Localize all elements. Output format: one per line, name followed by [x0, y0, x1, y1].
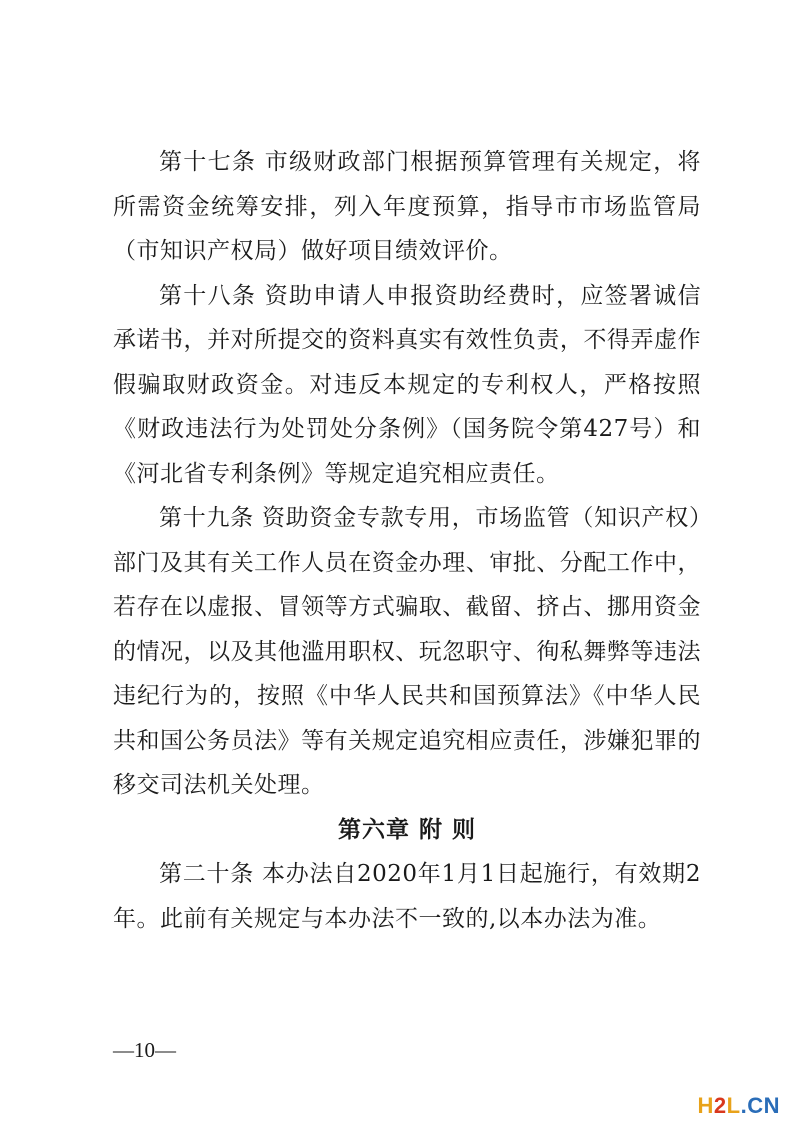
page-number: —10—	[113, 1038, 176, 1062]
article-20-paragraph: 第二十条 本办法自2020年1月1日起施行，有效期2年。此前有关规定与本办法不一致的,以本办法为准。	[113, 861, 701, 932]
document-body	[113, 140, 701, 941]
site-watermark	[698, 1093, 781, 1119]
chapter-title: 第六章 附 则	[337, 816, 476, 843]
watermark-digit-2: 2	[713, 1093, 727, 1118]
watermark-dot: .	[740, 1093, 748, 1118]
watermark-letter-h: H	[697, 1093, 714, 1118]
article-17-paragraph: 第十七条 市级财政部门根据预算管理有关规定，将所需资金统筹安排，列入年度预算，指导市市场监管局（市知识产权局）做好项目绩效评价。	[113, 149, 701, 264]
article-18-paragraph: 第十八条 资助申请人申报资助经费时，应签署诚信承诺书，并对所提交的资料真实有效性负责，不得弄虚作假骗取财政资金。对违反本规定的专利权人，严格按照《财政违法行为处罚处分条例》（国务院令第427号）和《河北省专利条例》等规定追究相应责任。	[113, 282, 701, 487]
watermark-cn: CN	[747, 1093, 780, 1118]
watermark-letter-l: L	[726, 1093, 741, 1118]
article-19-paragraph: 第十九条 资助资金专款专用，市场监管（知识产权）部门及其有关工作人员在资金办理、审批、分配工作中，若存在以虚报、冒领等方式骗取、截留、挤占、挪用资金的情况，以及其他滥用职权、玩忽职守、徇私舞弊等违法违纪行为的，按照《中华人民共和国预算法》《中华人民共和国公务员法》等有关规定追究相应责任，涉嫌犯罪的移交司法机关处理。	[113, 505, 701, 798]
